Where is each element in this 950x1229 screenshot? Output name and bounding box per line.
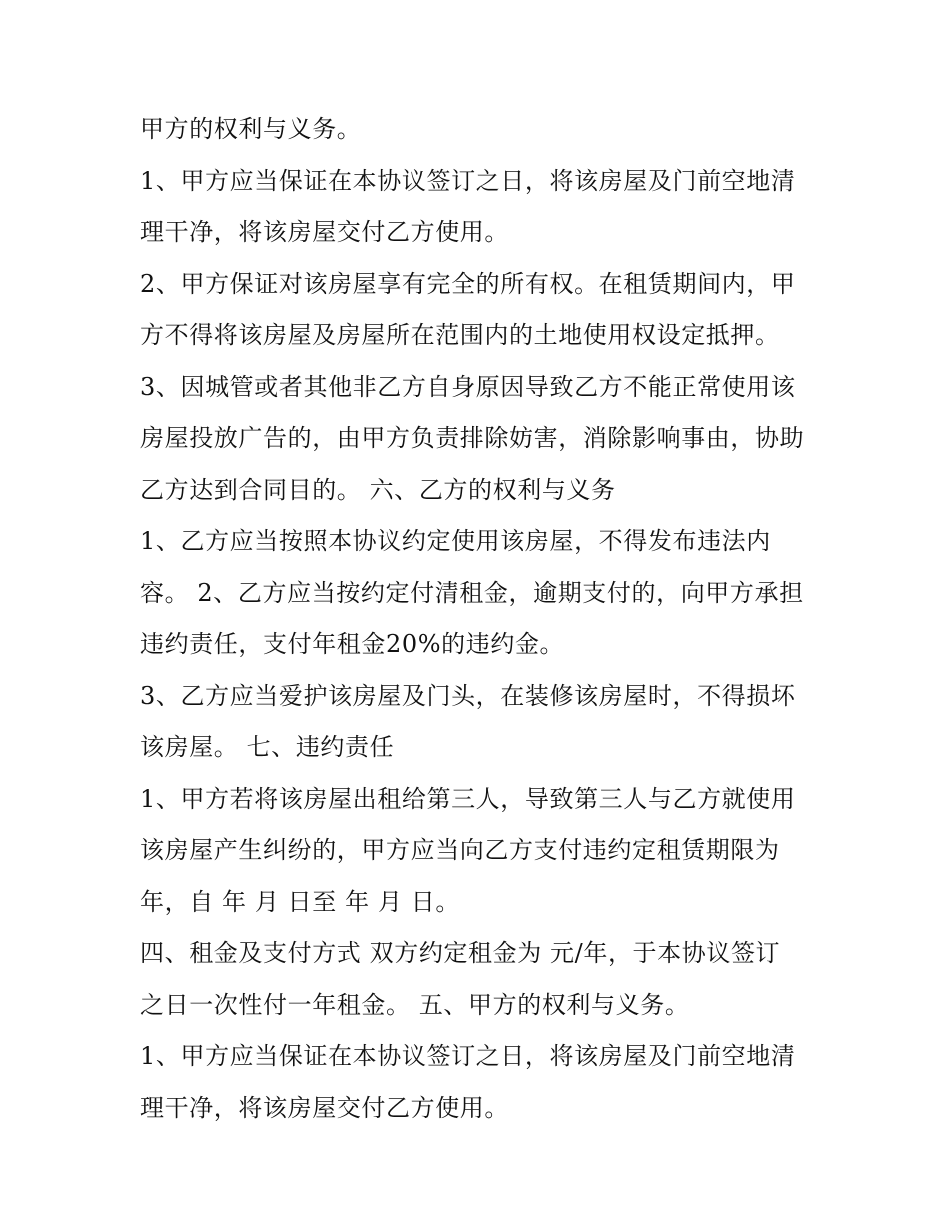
text-line: 该房屋产生纠纷的，甲方应当向乙方支付违约定租赁期限为 (140, 836, 780, 864)
text-line: 2、甲方保证对该房屋享有完全的所有权。在租赁期间内，甲 (140, 269, 796, 298)
text-line: 1、乙方应当按照本协议约定使用该房屋，不得发布违法内 (140, 527, 771, 555)
text-line: 方不得将该房屋及房屋所在范围内的土地使用权设定抵押。 (140, 321, 780, 349)
text-line: 违约责任，支付年租金20%的违约金。 (140, 630, 565, 658)
text-line: 甲方的权利与义务。 (140, 115, 362, 143)
text-line: 乙方达到合同目的。 六、乙方的权利与义务 (140, 475, 616, 504)
text-line: 1、甲方应当保证在本协议签订之日，将该房屋及门前空地清 (140, 1042, 796, 1070)
text-line: 理干净，将该房屋交付乙方使用。 (140, 1093, 509, 1122)
text-line: 该房屋。 七、违约责任 (140, 733, 395, 761)
text-line: 容。 2、乙方应当按约定付清租金，逾期支付的，向甲方承担 (140, 578, 804, 607)
text-line: 理干净，将该房屋交付乙方使用。 (140, 218, 509, 246)
text-line: 之日一次性付一年租金。 五、甲方的权利与义务。 (140, 990, 690, 1019)
text-line: 四、租金及支付方式 双方约定租金为 元/年，于本协议签订 (140, 939, 781, 967)
text-line: 1、甲方若将该房屋出租给第三人，导致第三人与乙方就使用 (140, 784, 796, 813)
text-line: 房屋投放广告的，由甲方负责排除妨害，消除影响事由，协助 (140, 424, 805, 452)
text-line: 年，自 年 月 日至 年 月 日。 (140, 887, 460, 916)
text-line: 3、因城管或者其他非乙方自身原因导致乙方不能正常使用该 (140, 372, 796, 401)
document-body (140, 104, 820, 1134)
text-line: 3、乙方应当爱护该房屋及门头，在装修该房屋时，不得损坏 (140, 681, 796, 710)
text-line: 1、甲方应当保证在本协议签订之日，将该房屋及门前空地清 (140, 166, 796, 195)
